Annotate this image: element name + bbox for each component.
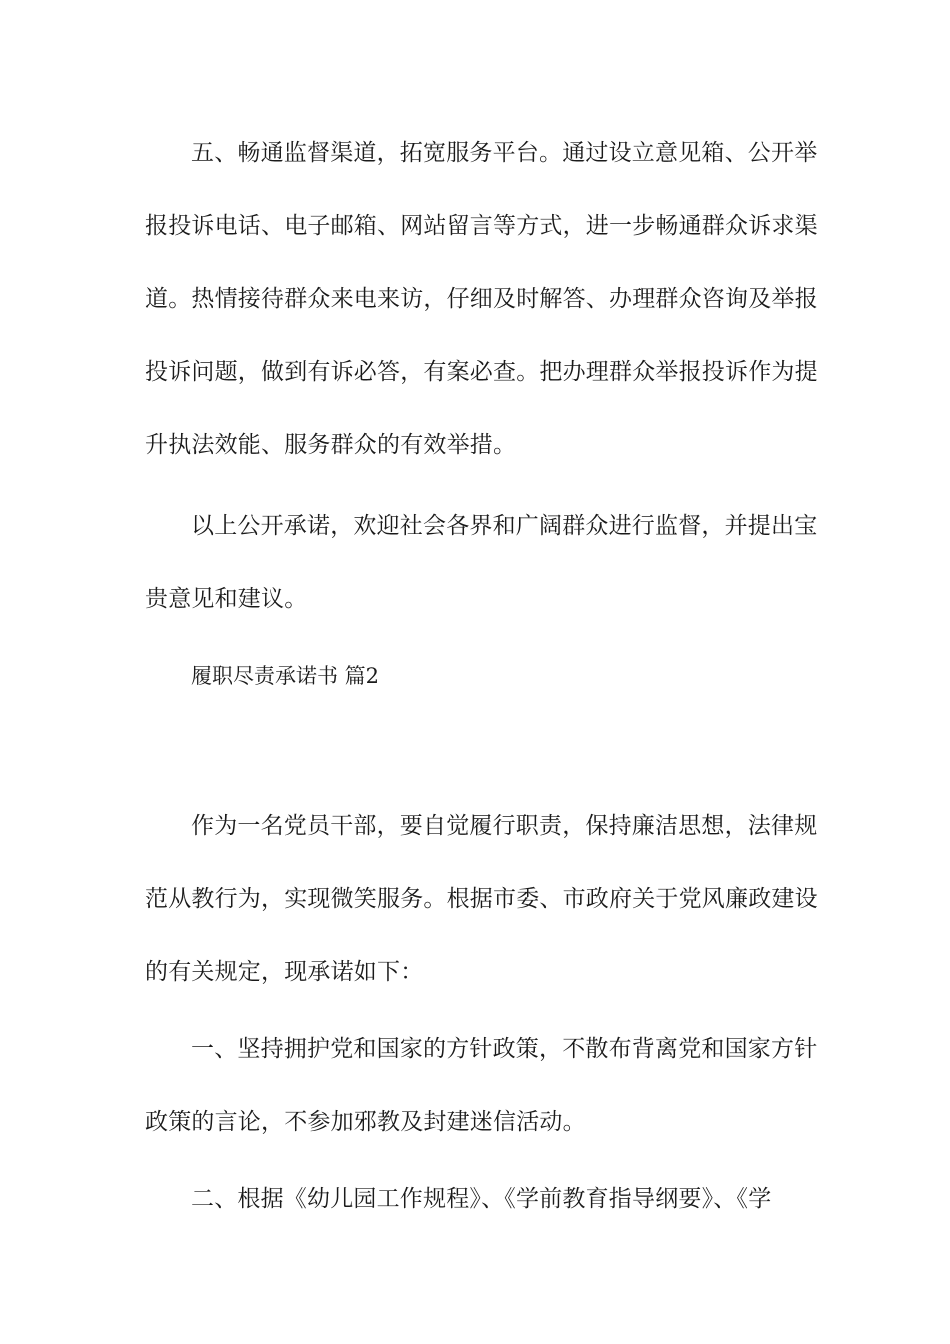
paragraph-line: 以上公开承诺，欢迎社会各界和广阔群众进行监督，并提出宝 — [191, 513, 818, 539]
section-title: 履职尽责承诺书 篇2 — [191, 664, 380, 688]
paragraph-line: 范从教行为，实现微笑服务。根据市委、市政府关于党风廉政建设 — [145, 886, 818, 912]
paragraph-line: 作为一名党员干部，要自觉履行职责，保持廉洁思想，法律规 — [191, 813, 818, 839]
paragraph-line: 投诉问题，做到有诉必答，有案必查。把办理群众举报投诉作为提 — [145, 359, 818, 385]
paragraph-line: 报投诉电话、电子邮箱、网站留言等方式，进一步畅通群众诉求渠 — [145, 213, 818, 239]
paragraph-line: 一、坚持拥护党和国家的方针政策，不散布背离党和国家方针 — [191, 1036, 818, 1062]
paragraph-line: 五、畅通监督渠道，拓宽服务平台。通过设立意见箱、公开举 — [191, 140, 818, 166]
paragraph-line: 二、根据《幼儿园工作规程》、《学前教育指导纲要》、《学 — [191, 1186, 772, 1212]
document-page — [145, 0, 818, 1344]
paragraph-line: 贵意见和建议。 — [145, 586, 308, 612]
paragraph-line: 升执法效能、服务群众的有效举措。 — [145, 432, 517, 458]
paragraph-line: 政策的言论，不参加邪教及封建迷信活动。 — [145, 1109, 586, 1135]
paragraph-line: 的有关规定，现承诺如下： — [145, 959, 424, 985]
paragraph-line: 道。热情接待群众来电来访，仔细及时解答、办理群众咨询及举报 — [145, 286, 818, 312]
